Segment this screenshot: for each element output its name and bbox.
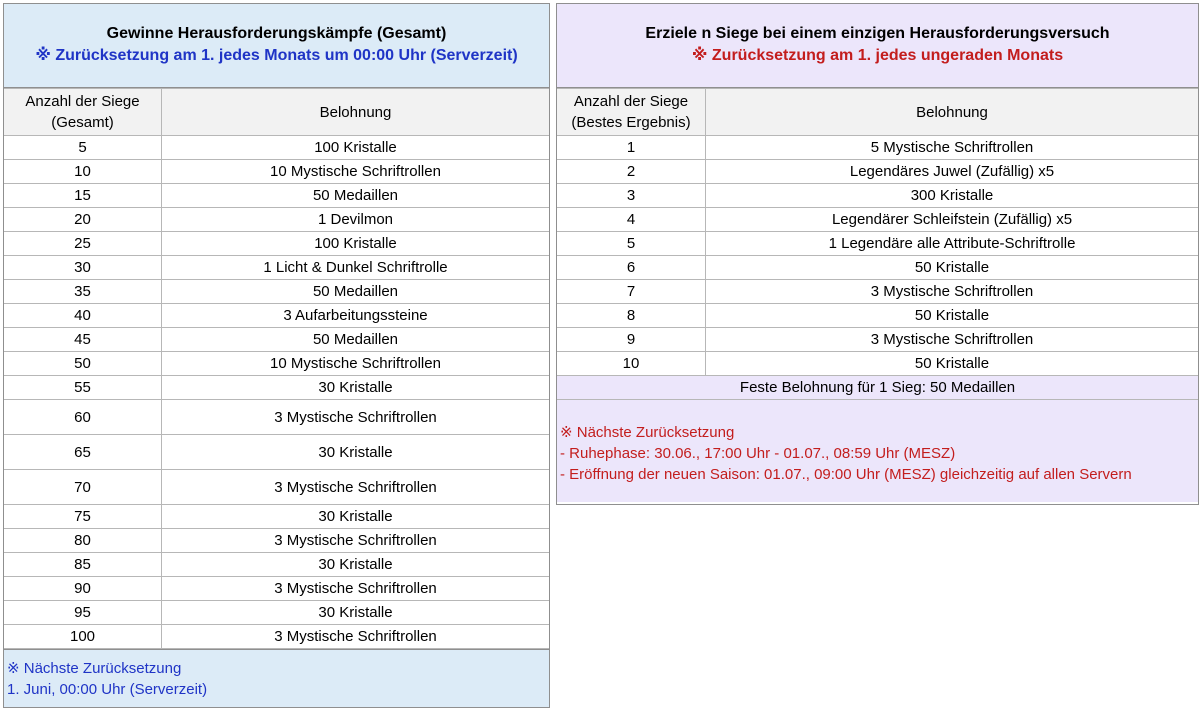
- reward-cell: Legendäres Juwel (Zufällig) x5: [706, 160, 1199, 184]
- wins-cell: 9: [557, 328, 706, 352]
- wins-cell: 5: [4, 136, 162, 160]
- single-attempt-row: [557, 352, 1198, 376]
- reward-cell: 50 Medaillen: [162, 328, 550, 352]
- reward-cell: 10 Mystische Schriftrollen: [162, 352, 550, 376]
- single-attempt-title: Erziele n Siege bei einem einzigen Herausforderungsversuch: [645, 25, 1110, 42]
- reward-cell: 30 Kristalle: [162, 601, 550, 625]
- wins-cell: 95: [4, 601, 162, 625]
- wins-cell: 8: [557, 304, 706, 328]
- total-wins-row: [4, 529, 549, 553]
- reward-cell: 10 Mystische Schriftrollen: [162, 160, 550, 184]
- total-wins-table: [4, 88, 549, 649]
- wins-cell: 60: [4, 400, 162, 435]
- wins-cell: 30: [4, 256, 162, 280]
- single-attempt-row: [557, 136, 1198, 160]
- wins-cell: 4: [557, 208, 706, 232]
- wins-cell: 3: [557, 184, 706, 208]
- total-wins-row: [4, 208, 549, 232]
- total-wins-row: [4, 435, 549, 470]
- reward-cell: 50 Medaillen: [162, 280, 550, 304]
- wins-cell: 90: [4, 577, 162, 601]
- reward-cell: 30 Kristalle: [162, 505, 550, 529]
- wins-cell: 10: [557, 352, 706, 376]
- reward-cell: 300 Kristalle: [706, 184, 1199, 208]
- rest-phase-note: - Ruhephase: 30.06., 17:00 Uhr - 01.07., 08:59 Uhr (MESZ): [560, 445, 956, 462]
- reward-cell: 3 Mystische Schriftrollen: [706, 328, 1199, 352]
- col-header-best-wins: Anzahl der Siege (Bestes Ergebnis): [557, 89, 706, 136]
- single-attempt-table: [557, 88, 1198, 400]
- single-attempt-panel: [556, 3, 1199, 505]
- single-attempt-row: [557, 208, 1198, 232]
- single-attempt-row: [557, 184, 1198, 208]
- reward-cell: Legendärer Schleifstein (Zufällig) x5: [706, 208, 1199, 232]
- reward-cell: 30 Kristalle: [162, 376, 550, 400]
- wins-cell: 75: [4, 505, 162, 529]
- total-wins-rows: [4, 136, 549, 649]
- reward-cell: 30 Kristalle: [162, 435, 550, 470]
- wins-cell: 55: [4, 376, 162, 400]
- single-attempt-row: [557, 232, 1198, 256]
- total-wins-header: [4, 4, 549, 88]
- total-wins-row: [4, 232, 549, 256]
- total-wins-footer: [4, 649, 549, 707]
- col-header-reward: Belohnung: [706, 89, 1199, 136]
- total-wins-row: [4, 280, 549, 304]
- wins-cell: 80: [4, 529, 162, 553]
- wins-cell: 40: [4, 304, 162, 328]
- single-attempt-row: [557, 160, 1198, 184]
- total-wins-row: [4, 304, 549, 328]
- total-wins-reset-note: ※ Zurücksetzung am 1. jedes Monats um 00:00 Uhr (Serverzeit): [35, 47, 518, 64]
- total-wins-row: [4, 376, 549, 400]
- wins-cell: 10: [4, 160, 162, 184]
- wins-cell: 5: [557, 232, 706, 256]
- single-attempt-reset-note: ※ Zurücksetzung am 1. jedes ungeraden Monats: [691, 47, 1064, 64]
- wins-cell: 50: [4, 352, 162, 376]
- total-wins-row: [4, 184, 549, 208]
- wins-cell: 65: [4, 435, 162, 470]
- single-attempt-rows: [557, 136, 1198, 376]
- reward-cell: 50 Kristalle: [706, 256, 1199, 280]
- total-wins-row: [4, 505, 549, 529]
- total-wins-row: [4, 601, 549, 625]
- reward-cell: 3 Mystische Schriftrollen: [162, 470, 550, 505]
- total-wins-row: [4, 625, 549, 649]
- single-attempt-row: [557, 280, 1198, 304]
- wins-cell: 85: [4, 553, 162, 577]
- single-attempt-row: [557, 304, 1198, 328]
- new-season-note: - Eröffnung der neuen Saison: 01.07., 09:00 Uhr (MESZ) gleichzeitig auf allen Servern: [560, 466, 1132, 483]
- total-wins-row: [4, 136, 549, 160]
- single-attempt-row: [557, 256, 1198, 280]
- wins-cell: 7: [557, 280, 706, 304]
- total-wins-row: [4, 160, 549, 184]
- single-attempt-header: [557, 4, 1198, 88]
- total-wins-row: [4, 352, 549, 376]
- reward-cell: 3 Mystische Schriftrollen: [162, 400, 550, 435]
- reward-cell: 1 Licht & Dunkel Schriftrolle: [162, 256, 550, 280]
- next-reset-label: ※ Nächste Zurücksetzung: [7, 660, 182, 677]
- reward-cell: 3 Aufarbeitungssteine: [162, 304, 550, 328]
- reward-cell: 5 Mystische Schriftrollen: [706, 136, 1199, 160]
- reward-cell: 100 Kristalle: [162, 232, 550, 256]
- total-wins-row: [4, 400, 549, 435]
- reward-cell: 30 Kristalle: [162, 553, 550, 577]
- wins-cell: 70: [4, 470, 162, 505]
- total-wins-title: Gewinne Herausforderungskämpfe (Gesamt): [106, 25, 447, 42]
- reward-cell: 50 Kristalle: [706, 352, 1199, 376]
- wins-cell: 100: [4, 625, 162, 649]
- col-header-wins: Anzahl der Siege (Gesamt): [4, 89, 162, 136]
- reward-cell: 50 Kristalle: [706, 304, 1199, 328]
- col-header-reward: Belohnung: [162, 89, 550, 136]
- total-wins-row: [4, 470, 549, 505]
- reward-cell: 50 Medaillen: [162, 184, 550, 208]
- wins-cell: 25: [4, 232, 162, 256]
- wins-cell: 35: [4, 280, 162, 304]
- fixed-reward-row: Feste Belohnung für 1 Sieg: 50 Medaillen: [557, 376, 1198, 400]
- reward-cell: 1 Devilmon: [162, 208, 550, 232]
- reward-cell: 3 Mystische Schriftrollen: [162, 577, 550, 601]
- reward-cell: 3 Mystische Schriftrollen: [162, 625, 550, 649]
- total-wins-row: [4, 577, 549, 601]
- reward-cell: 100 Kristalle: [162, 136, 550, 160]
- reward-cell: 3 Mystische Schriftrollen: [162, 529, 550, 553]
- next-reset-date: 1. Juni, 00:00 Uhr (Serverzeit): [7, 681, 208, 698]
- reward-cell: 1 Legendäre alle Attribute-Schriftrolle: [706, 232, 1199, 256]
- wins-cell: 15: [4, 184, 162, 208]
- wins-cell: 20: [4, 208, 162, 232]
- wins-cell: 45: [4, 328, 162, 352]
- total-wins-row: [4, 328, 549, 352]
- wins-cell: 2: [557, 160, 706, 184]
- total-wins-row: [4, 553, 549, 577]
- next-reset-label: ※ Nächste Zurücksetzung: [560, 424, 735, 441]
- total-wins-panel: [3, 3, 550, 708]
- total-wins-row: [4, 256, 549, 280]
- wins-cell: 1: [557, 136, 706, 160]
- reward-cell: 3 Mystische Schriftrollen: [706, 280, 1199, 304]
- wins-cell: 6: [557, 256, 706, 280]
- single-attempt-footer: [557, 400, 1198, 502]
- single-attempt-row: [557, 328, 1198, 352]
